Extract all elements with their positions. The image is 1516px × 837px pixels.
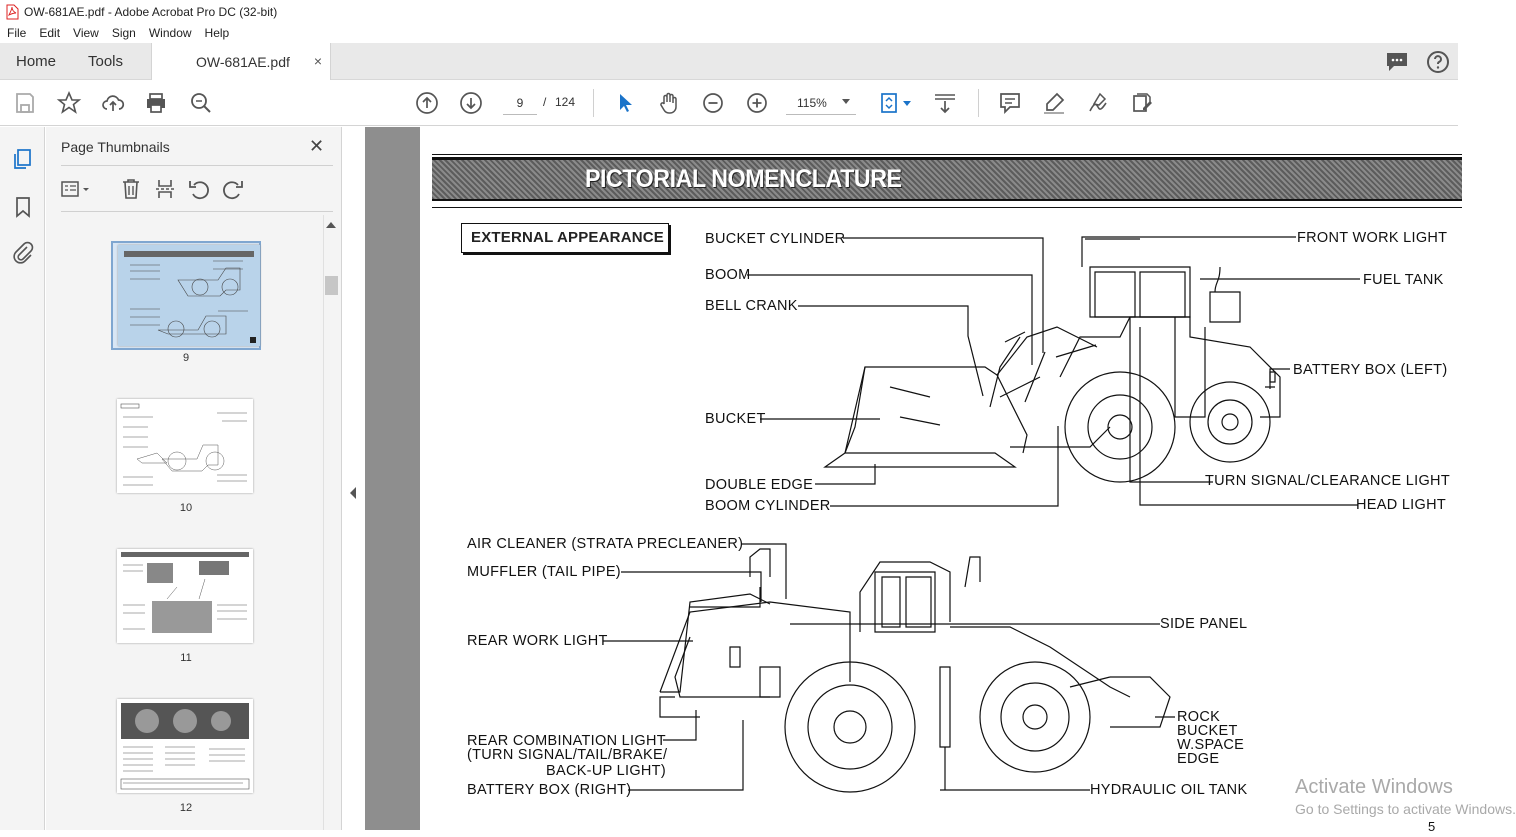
label-rock-2: BUCKET: [1177, 723, 1238, 739]
page-number: 5: [1428, 819, 1436, 834]
scroll-mode-icon[interactable]: [932, 90, 958, 116]
page-number-input[interactable]: [503, 91, 537, 115]
label-rear-combination-3: BACK-UP LIGHT): [546, 763, 666, 779]
extract-pages-icon[interactable]: [153, 177, 177, 201]
activate-windows-title: Activate Windows: [1295, 776, 1453, 798]
bookmarks-icon[interactable]: [11, 195, 35, 219]
help-icon[interactable]: [1426, 50, 1450, 74]
delete-page-icon[interactable]: [119, 177, 143, 201]
menu-bar: [0, 23, 1458, 43]
tab-close-icon[interactable]: ×: [313, 53, 322, 69]
label-rear-work-light: REAR WORK LIGHT: [467, 633, 608, 649]
menu-help[interactable]: Help: [204, 26, 230, 40]
fit-page-dropdown-icon[interactable]: [903, 101, 911, 106]
thumbnail-panel: [46, 127, 341, 830]
tab-document[interactable]: [151, 43, 331, 81]
title-bar: [0, 0, 1458, 23]
scrollbar-thumb[interactable]: [325, 276, 338, 295]
tab-document-label: OW-681AE.pdf: [196, 54, 290, 70]
collapse-panel-icon[interactable]: [350, 487, 356, 499]
label-air-cleaner: AIR CLEANER (STRATA PRECLEANER): [467, 536, 744, 552]
main-toolbar: [0, 80, 1458, 126]
page-heading: PICTORIAL NOMENCLATURE: [585, 165, 902, 193]
thumbnail-label-10: 10: [179, 502, 193, 514]
label-bell-crank: BELL CRANK: [705, 298, 798, 314]
select-cursor-icon[interactable]: [612, 90, 638, 116]
label-hydraulic-oil-tank: HYDRAULIC OIL TANK: [1090, 782, 1248, 798]
tab-tools[interactable]: Tools: [88, 53, 124, 70]
zoom-dropdown-icon: [842, 99, 850, 104]
navigation-rail: [0, 127, 45, 830]
label-boom: BOOM: [705, 267, 751, 283]
menu-view[interactable]: View: [73, 26, 99, 40]
label-rock-4: EDGE: [1177, 751, 1220, 767]
next-page-icon[interactable]: [458, 90, 484, 116]
comment-icon[interactable]: [997, 90, 1023, 116]
zoom-select[interactable]: [786, 91, 856, 115]
tab-bar: [0, 43, 1458, 80]
menu-sign[interactable]: Sign: [111, 26, 136, 40]
thumbnail-options-icon[interactable]: [60, 177, 84, 201]
thumbnail-label-9: 9: [182, 352, 190, 364]
label-battery-box-right: BATTERY BOX (RIGHT): [467, 782, 632, 798]
label-double-edge: DOUBLE EDGE: [705, 477, 814, 493]
thumbnail-label-11: 11: [180, 652, 192, 664]
label-bucket: BUCKET: [705, 411, 766, 427]
zoom-search-icon[interactable]: [188, 90, 214, 116]
label-bucket-cylinder: BUCKET CYLINDER: [705, 231, 846, 247]
menu-file[interactable]: File: [7, 26, 27, 40]
attachments-icon[interactable]: [11, 241, 35, 265]
label-fuel-tank: FUEL TANK: [1363, 272, 1444, 288]
hand-pan-icon[interactable]: [656, 90, 682, 116]
document-viewer[interactable]: [365, 127, 1458, 834]
panel-collapse-strip[interactable]: [341, 127, 365, 830]
thumbnail-page-10[interactable]: [117, 399, 253, 493]
acrobat-pdf-icon: [6, 5, 18, 19]
menu-window[interactable]: Window: [148, 26, 192, 40]
comment-bubble-icon[interactable]: [1385, 51, 1409, 73]
highlight-pen-icon[interactable]: [1041, 90, 1067, 116]
pdf-page: [420, 127, 1470, 837]
label-front-work-light: FRONT WORK LIGHT: [1297, 230, 1448, 246]
star-bookmark-icon[interactable]: [56, 90, 82, 116]
scroll-up-icon[interactable]: [326, 222, 336, 228]
label-rear-combination-1: REAR COMBINATION LIGHT: [467, 733, 666, 749]
label-rock-1: ROCK: [1177, 709, 1221, 725]
page-separator: /: [543, 95, 547, 109]
thumbnail-label-12: 12: [179, 802, 193, 814]
page-thumbnails-icon[interactable]: [11, 147, 35, 171]
print-icon[interactable]: [143, 90, 169, 116]
label-turn-signal-clearance: TURN SIGNAL/CLEARANCE LIGHT: [1205, 473, 1450, 489]
upload-cloud-icon[interactable]: [100, 90, 126, 116]
thumbnail-scrollbar[interactable]: [323, 215, 340, 830]
save-icon[interactable]: [12, 90, 38, 116]
label-battery-box-left: BATTERY BOX (LEFT): [1293, 362, 1448, 378]
label-side-panel: SIDE PANEL: [1160, 616, 1248, 632]
draw-sign-icon[interactable]: [1085, 90, 1111, 116]
tab-home[interactable]: Home: [16, 53, 57, 70]
thumbnail-panel-title: Page Thumbnails: [61, 139, 170, 155]
section-label-box: EXTERNAL APPEARANCE: [461, 223, 669, 253]
label-boom-cylinder: BOOM CYLINDER: [705, 498, 831, 514]
previous-page-icon[interactable]: [414, 90, 440, 116]
fit-page-icon[interactable]: [876, 90, 902, 116]
thumbnail-page-9[interactable]: [118, 245, 260, 346]
edit-document-icon[interactable]: [1129, 90, 1155, 116]
page-total-count: 124: [555, 95, 576, 109]
label-rock-3: W.SPACE: [1177, 737, 1245, 753]
zoom-value: 115%: [797, 96, 827, 110]
activate-windows-subtitle: Go to Settings to activate Windows.: [1295, 801, 1516, 817]
thumbnail-page-12[interactable]: [117, 699, 253, 793]
label-head-light: HEAD LIGHT: [1356, 497, 1447, 513]
rotate-right-icon[interactable]: [221, 177, 245, 201]
rotate-left-icon[interactable]: [187, 177, 211, 201]
label-muffler: MUFFLER (TAIL PIPE): [467, 564, 621, 580]
close-panel-icon[interactable]: ✕: [309, 136, 325, 156]
zoom-in-icon[interactable]: [744, 90, 770, 116]
thumbnail-page-11[interactable]: [117, 549, 253, 643]
menu-edit[interactable]: Edit: [39, 26, 61, 40]
label-rear-combination-2: (TURN SIGNAL/TAIL/BRAKE/: [467, 747, 668, 763]
zoom-out-icon[interactable]: [700, 90, 726, 116]
window-title: OW-681AE.pdf - Adobe Acrobat Pro DC (32-bit): [24, 4, 278, 19]
